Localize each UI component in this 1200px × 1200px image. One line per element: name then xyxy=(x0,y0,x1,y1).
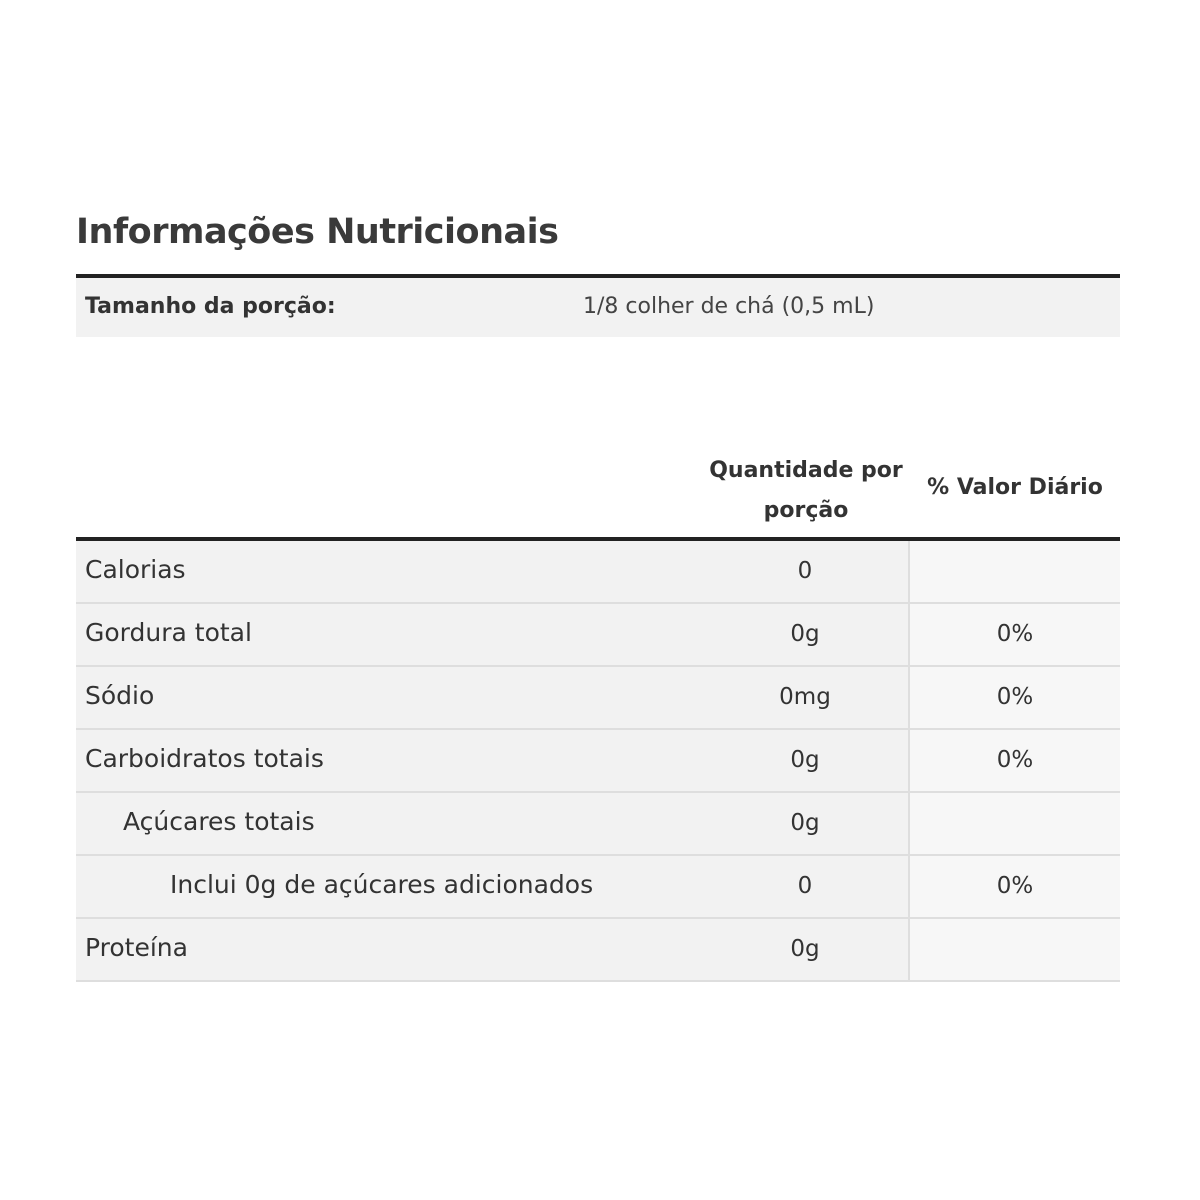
nutrient-quantity: 0g xyxy=(790,621,820,647)
nutrient-name: Sódio xyxy=(85,681,155,710)
nutrient-quantity: 0mg xyxy=(779,684,831,710)
nutrient-quantity: 0 xyxy=(797,873,813,899)
nutrient-daily-value: 0% xyxy=(996,747,1034,773)
table-row xyxy=(76,667,1120,730)
nutrient-name: Açúcares totais xyxy=(123,807,315,836)
nutrient-name: Proteína xyxy=(85,933,188,962)
column-header-daily-value: % Valor Diário xyxy=(927,475,1103,500)
table-row xyxy=(76,730,1120,793)
nutrient-daily-value: 0% xyxy=(996,873,1034,899)
nutrient-daily-value xyxy=(910,936,1120,997)
nutrient-quantity: 0g xyxy=(790,747,820,773)
nutrient-daily-value: 0% xyxy=(996,684,1034,710)
column-header-quantity-line2: porção xyxy=(763,498,849,523)
serving-size-value: 1/8 colher de chá (0,5 mL) xyxy=(583,294,875,319)
serving-size-row xyxy=(76,274,1120,337)
nutrient-quantity: 0g xyxy=(790,810,820,836)
nutrient-name: Gordura total xyxy=(85,618,252,647)
nutrient-name: Calorias xyxy=(85,555,186,584)
nutrient-name: Inclui 0g de açúcares adicionados xyxy=(170,870,594,899)
table-row xyxy=(76,604,1120,667)
column-header-quantity xyxy=(700,451,912,531)
table-row xyxy=(76,793,1120,856)
table-row xyxy=(76,856,1120,919)
table-row xyxy=(76,541,1120,604)
nutrient-name: Carboidratos totais xyxy=(85,744,324,773)
nutrient-daily-value: 0% xyxy=(996,621,1034,647)
nutrition-table xyxy=(76,537,1120,982)
serving-size-label: Tamanho da porção: xyxy=(85,294,336,319)
column-header-quantity-line1: Quantidade por xyxy=(709,458,903,483)
table-row xyxy=(76,919,1120,982)
nutrient-quantity: 0 xyxy=(797,558,813,584)
page-title: Informações Nutricionais xyxy=(76,212,559,252)
nutrient-quantity: 0g xyxy=(790,936,820,962)
